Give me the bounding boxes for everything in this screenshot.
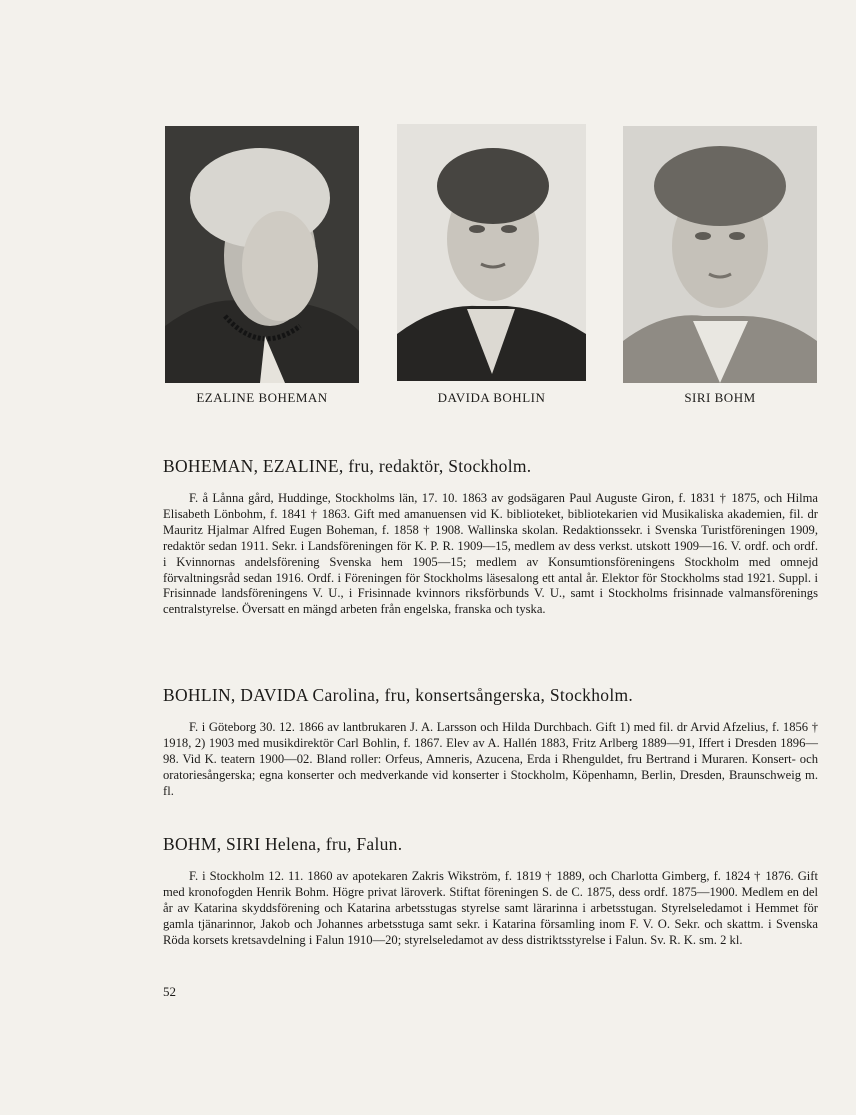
entry-body: F. i Stockholm 12. 11. 1860 av apotekaren Zakris Wikström, f. 1819 † 1889, och Charlotta Gimberg, f. 1824 † 1876. Gift med kronofogden Henrik Bohm. Högre privat läroverk. Stiftat föreningen S. de C. 1875, dess ordf. 1875—1900. Medlem en del år av Katarina skyddsförening och Katarina arbetsstugas styrelse samt lärarinna i arbetsstugan. Styrelseledamot i Hemmet för gamla tjänarinnor, Jakob och Johannes arbetsstuga samt sekr. i Katarina församling inom F. V. O. Sekr. och skattm. i Svenska Röda korsets kretsavdelning i Falun 1910—20; styrelseledamot av dess distriktsstyrelse i Falun. Sv. R. K. sm. 2 kl.: [163, 869, 818, 947]
entry-bohlin: [163, 685, 818, 800]
portrait-photo-boheman: [165, 126, 359, 383]
entry-heading: BOHLIN, DAVIDA Carolina, fru, konsertsångerska, Stockholm.: [163, 685, 634, 705]
portrait-photo-bohlin: [397, 124, 586, 381]
caption-boheman: EZALINE BOHEMAN: [196, 390, 328, 405]
portrait-photo-bohm: [623, 126, 817, 383]
entry-heading: BOHEMAN, EZALINE, fru, redaktör, Stockholm.: [163, 456, 532, 476]
entry-boheman: [163, 456, 818, 618]
entry-body: F. å Lånna gård, Huddinge, Stockholms län, 17. 10. 1863 av godsägaren Paul Auguste Giron, f. 1831 † 1875, och Hilma Elisabeth Lönbohm, f. 1841 † 1863. Gift med amanuensen vid K. biblioteket, bibliotekarien vid Musikaliska akademien, fil. dr Mauritz Hjalmar Alfred Eugen Boheman, f. 1858 † 1908. Wallinska skolan. Redaktionssekr. i Svenska Turistföreningen 1909, redaktör sedan 1911. Sekr. i Landsföreningen för K. P. R. 1909—15, medlem av dess verkst. utskott 1909—16. V. ordf. och ordf. i Kvinnornas andelsförening Svenska hem 1905—15; medlem av Konsumtionsföreningens Stockholm med omnejd förvaltningsråd sedan 1916. Ordf. i Föreningen för Stockholms läsesalong ett antal år. Elektor för Stockholms stad 1921. Suppl. i Frisinnade landsföreningens V. U., i Frisinnade kvinnors riksförbunds V. U., samt i Stockholms frisinnade valmansförenings centralstyrelse. Översatt en mängd arbeten från engelska, franska och tyska.: [163, 491, 818, 617]
portrait-boheman-image: [165, 126, 359, 383]
entry-body: F. i Göteborg 30. 12. 1866 av lantbrukaren J. A. Larsson och Hilda Durchbach. Gift 1) med fil. dr Arvid Afzelius, f. 1856 † 1918, 2) 1903 med musikdirektör Carl Bohlin, f. 1867. Elev av A. Hallén 1883, Fritz Arlberg 1889—91, Iffert i Dresden 1896—98. Vid K. teatern 1900—02. Bland roller: Orfeus, Amneris, Azucena, Erda i Rhenguldet, fru Bertrand i Muraren. Konsert- och oratoriesångerska; egna konserter och medverkande vid konserter i Stockholm, Köpenhamn, Berlin, Dresden, Braunschweig m. fl.: [163, 720, 818, 798]
caption-bohlin: DAVIDA BOHLIN: [437, 390, 546, 405]
portrait-bohlin-image: [397, 124, 586, 381]
entry-heading: BOHM, SIRI Helena, fru, Falun.: [163, 834, 403, 854]
caption-bohm: SIRI BOHM: [684, 390, 756, 405]
page-number: 52: [163, 984, 176, 999]
portrait-bohm-image: [623, 126, 817, 383]
entry-bohm: [163, 834, 818, 949]
